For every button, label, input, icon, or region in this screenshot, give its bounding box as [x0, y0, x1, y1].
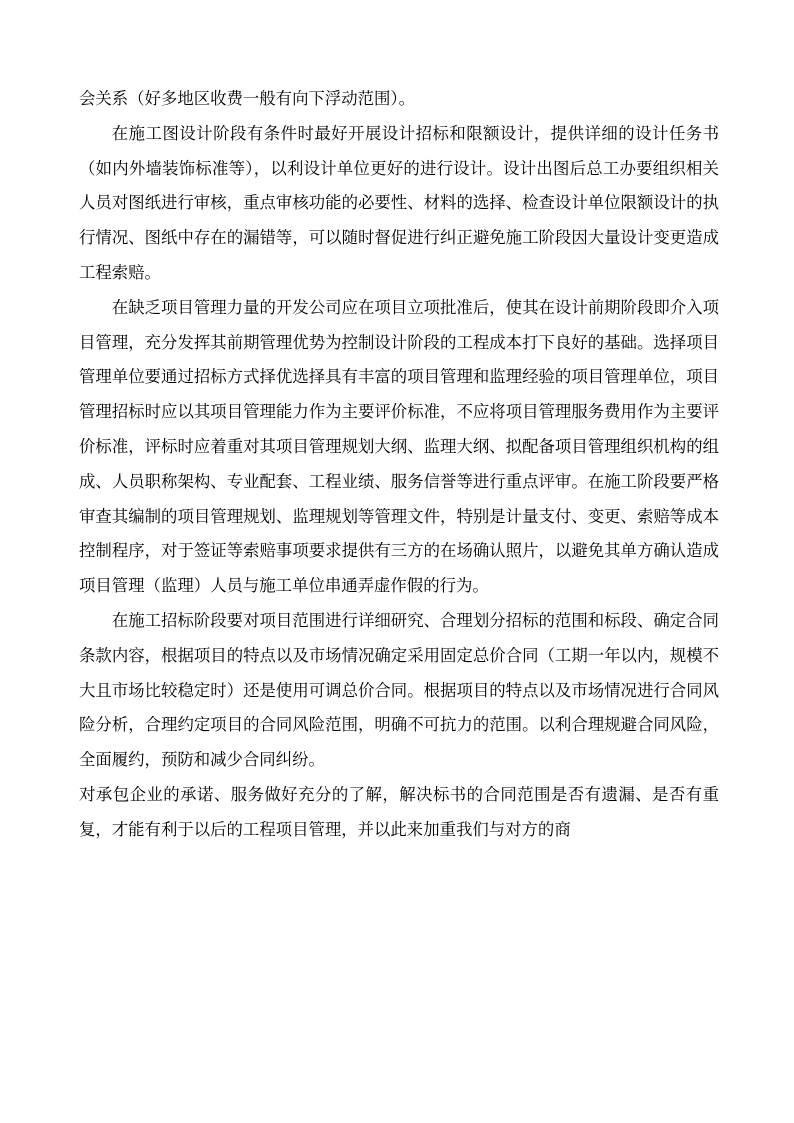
paragraph-contractor-commitment: 对承包企业的承诺、服务做好充分的了解，解决标书的合同范围是否有遗漏、是否有重复，才能有利于以后的工程项目管理，并以此来加重我们与对方的商 — [79, 784, 719, 839]
document-body — [79, 82, 719, 848]
paragraph-continuation: 会关系（好多地区收费一般有向下浮动范围）。 — [79, 89, 416, 108]
paragraph-construction-bidding: 在施工招标阶段要对项目范围进行详细研究、合理划分招标的范围和标段、确定合同条款内容，根据项目的特点以及市场情况确定采用固定总价合同（工期一年以内，规模不大且市场比较稳定时）还是使用可调总价合同。根据项目的特点以及市场情况进行合同风险分析，合理约定项目的合同风险范围，明确不可抗力的范围。以利合理规避合同风险，全面履约，预防和减少合同纠纷。 — [79, 610, 719, 770]
paragraph-design-stage: 在施工图设计阶段有条件时最好开展设计招标和限额设计，提供详细的设计任务书（如内外墙装饰标准等），以利设计单位更好的进行设计。设计出图后总工办要组织相关人员对图纸进行审核，重点审核功能的必要性、材料的选择、检查设计单位限额设计的执行情况、图纸中存在的漏错等，可以随时督促进行纠正避免施工阶段因大量设计变更造成工程索赔。 — [79, 123, 719, 282]
paragraph-project-management: 在缺乏项目管理力量的开发公司应在项目立项批准后，使其在设计前期阶段即介入项目管理，充分发挥其前期管理优势为控制设计阶段的工程成本打下良好的基础。选择项目管理单位要通过招标方式择优选择具有丰富的项目管理和监理经验的项目管理单位，项目管理招标时应以其项目管理能力作为主要评价标准，不应将项目管理服务费用作为主要评价标准，评标时应着重对其项目管理规划大纲、监理大纲、拟配备项目管理组织机构的组成、人员职称架构、专业配套、工程业绩、服务信誉等进行重点评审。在施工阶段要严格审查其编制的项目管理规划、监理规划等管理文件，特别是计量支付、变更、索赔等成本控制程序，对于签证等索赔事项要求提供有三方的在场确认照片，以避免其单方确认造成项目管理（监理）人员与施工单位串通弄虚作假的行为。 — [79, 297, 719, 596]
